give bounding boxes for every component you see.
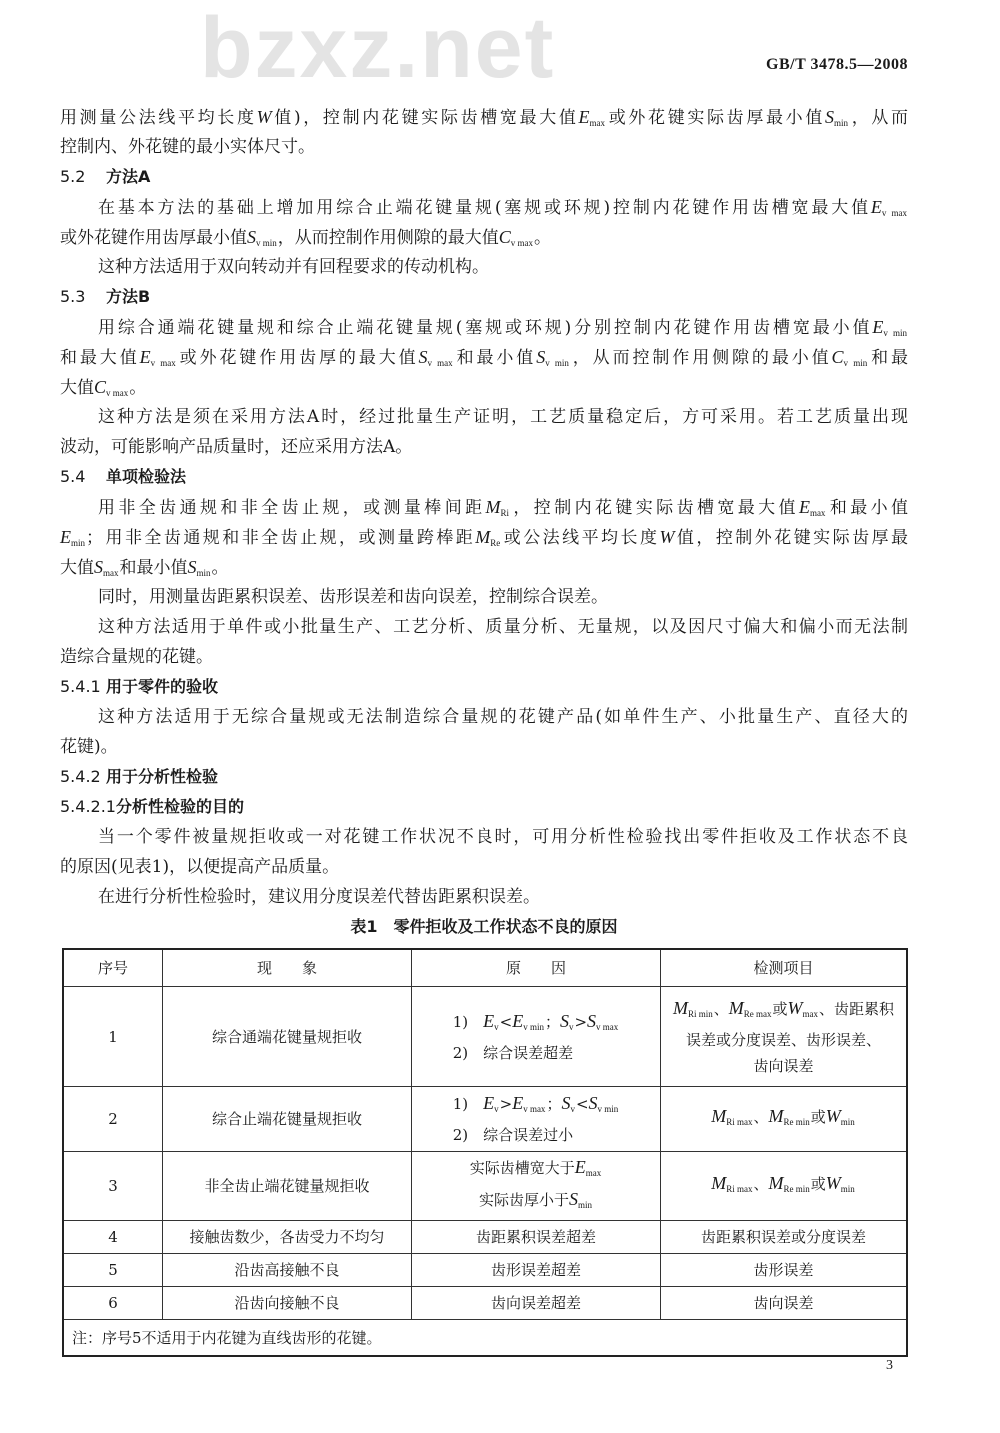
math-subscript: v max	[596, 1021, 619, 1032]
section-number: 5.4.1	[60, 677, 101, 696]
math-subscript: min	[196, 568, 211, 578]
math-subscript: Ri max	[726, 1117, 753, 1127]
math-subscript: max	[585, 1168, 602, 1178]
cell-cause: 齿形误差超差	[412, 1254, 661, 1287]
math-symbol: W	[825, 1173, 841, 1193]
page-number: 3	[886, 1358, 893, 1373]
cell-items: 齿向误差	[661, 1287, 908, 1320]
math-subscript: Re	[490, 538, 501, 548]
table-note: 注：序号5不适用于内花键为直线齿形的花键。	[63, 1320, 907, 1357]
text-line: 控制内、外花键的最小实体尺寸。	[60, 137, 315, 157]
section-heading: 5.4.1 用于零件的验收	[60, 672, 908, 702]
math-symbol: M	[475, 527, 491, 547]
math-symbol: C	[831, 347, 844, 367]
cell-items: 齿距累积误差或分度误差	[661, 1221, 908, 1254]
text-line: 的原因(见表1)，以便提高产品质量。	[60, 857, 340, 877]
math-subscript: v min	[256, 238, 277, 248]
cell-cause: 实际齿槽宽大于$E_{max}$ 实际齿厚小于$S_{min}$	[412, 1152, 661, 1221]
math-subscript: v	[570, 1104, 575, 1114]
math-subscript: v max	[881, 208, 907, 218]
col-header-no: 序号	[63, 949, 163, 987]
section-number: 5.4.2.1	[60, 797, 116, 816]
standard-number: GB/T 3478.5—2008	[766, 56, 908, 73]
text-line: 在进行分析性检验时，建议用分度误差代替齿距累积误差。	[98, 887, 540, 907]
cell-items: $M_{Ri max}$、$M_{Re min}$或$W_{min}$	[661, 1087, 908, 1152]
cell-items: $M_{Ri min}$、$M_{Re max}$或$W_{max}$、齿距累积 误差或分度误差、齿形误差、 齿向误差	[661, 987, 908, 1087]
cell-cause: 齿向误差超差	[412, 1287, 661, 1320]
text-line: 用测量公法线平均长度W值)，控制内花键实际齿槽宽最大值$E_{max}$或外花键实际齿厚最小值$S_{min}$，从而	[60, 107, 909, 128]
math-subscript: v max	[150, 358, 176, 368]
math-symbol: S	[587, 1010, 597, 1031]
math-symbol: S	[569, 1189, 578, 1209]
table-row	[63, 987, 907, 1087]
math-symbol: C	[498, 227, 511, 247]
math-subscript: v max	[523, 1104, 546, 1114]
math-subscript: v	[494, 1104, 499, 1114]
math-symbol: E	[512, 1093, 524, 1113]
table-reasons	[62, 948, 908, 1357]
section-number: 5.3	[60, 287, 86, 306]
cell-phenomenon: 综合止端花键量规拒收	[163, 1087, 412, 1152]
math-symbol: M	[485, 497, 501, 517]
math-symbol: M	[768, 1106, 784, 1126]
math-symbol: E	[483, 1093, 495, 1113]
table-title: 表1 零件拒收及工作状态不良的原因	[350, 917, 618, 936]
cell-phenomenon: 综合通端花键量规拒收	[163, 987, 412, 1087]
math-subscript: min	[834, 118, 849, 128]
col-header-phenomenon: 现 象	[163, 949, 412, 987]
math-subscript: v max	[427, 358, 453, 368]
math-subscript: max	[589, 118, 606, 128]
section-heading: 5.3 方法B	[60, 282, 908, 312]
section-heading: 5.4.2.1分析性检验的目的	[60, 792, 908, 822]
math-symbol: E	[60, 527, 71, 547]
math-subscript: Ri min	[687, 1008, 713, 1019]
math-symbol: E	[483, 1010, 495, 1031]
cell-items: 齿形误差	[661, 1254, 908, 1287]
cell-phenomenon: 接触齿数少，各齿受力不均匀	[163, 1221, 412, 1254]
text-line: 这种方法适用于双向转动并有回程要求的传动机构。	[98, 257, 489, 277]
math-subscript: max	[809, 508, 826, 518]
table-row	[63, 1087, 907, 1152]
math-subscript: v min	[843, 358, 868, 368]
text-line: 大值$S_{max}$和最小值$S_{min}$。	[60, 557, 229, 578]
text-line: 这种方法是须在采用方法A时，经过批量生产证明，工艺质量稳定后，方可采用。若工艺质量出现	[98, 407, 908, 427]
text-line: 花键)。	[60, 737, 118, 757]
document-body	[60, 102, 908, 942]
math-subscript: Ri	[500, 508, 510, 518]
cell-no: 5	[63, 1254, 163, 1287]
math-symbol: S	[559, 1010, 569, 1031]
table-header-row	[63, 949, 907, 987]
math-symbol: S	[94, 557, 103, 577]
cell-no: 2	[63, 1087, 163, 1152]
table-row	[63, 1152, 907, 1221]
math-subscript: v max	[106, 388, 129, 398]
section-heading: 5.4.2 用于分析性检验	[60, 762, 908, 792]
math-symbol: W	[256, 107, 272, 127]
math-symbol: E	[512, 1010, 524, 1031]
math-subscript: max	[103, 568, 119, 578]
text-line: 这种方法适用于无综合量规或无法制造综合量规的花键产品(如单件生产、小批量生产、直径大的	[98, 707, 908, 727]
math-symbol: C	[94, 377, 107, 397]
text-line: 或外花键作用齿厚最小值$S_{v min}$，从而控制作用侧隙的最大值$C_{v max}$。	[60, 227, 552, 248]
text-line: $E_{min}$；用非全齿通规和非全齿止规，或测量跨棒距$M_{Re}$或公法线平均长度W值，控制外花键实际齿厚最	[60, 527, 909, 548]
math-symbol: M	[672, 997, 688, 1018]
math-symbol: W	[825, 1106, 841, 1126]
math-subscript: min	[840, 1117, 855, 1127]
section-heading: 5.2 方法A	[60, 162, 908, 192]
cell-items: $M_{Ri max}$、$M_{Re min}$或$W_{min}$	[661, 1152, 908, 1221]
math-subscript: v min	[523, 1021, 544, 1032]
math-symbol: E	[870, 197, 882, 217]
table-row	[63, 1287, 907, 1320]
math-symbol: M	[711, 1173, 727, 1193]
section-heading: 5.4 单项检验法	[60, 462, 908, 492]
math-subscript: max	[802, 1008, 819, 1019]
math-subscript: v min	[545, 358, 569, 368]
section-number: 5.4.2	[60, 767, 101, 786]
text-line: 同时，用测量齿距累积误差、齿形误差和齿向误差，控制综合误差。	[98, 587, 608, 607]
cell-phenomenon: 沿齿高接触不良	[163, 1254, 412, 1287]
math-subscript: v min	[883, 328, 907, 338]
math-symbol: E	[798, 497, 810, 517]
text-line: 当一个零件被量规拒收或一对花键工作状况不良时，可用分析性检验找出零件拒收及工作状态不良	[98, 827, 908, 847]
math-symbol: E	[578, 107, 590, 127]
math-subscript: Re min	[783, 1117, 810, 1127]
cell-phenomenon: 沿齿向接触不良	[163, 1287, 412, 1320]
math-symbol: E	[872, 317, 884, 337]
math-symbol: M	[711, 1106, 727, 1126]
section-number: 5.2	[60, 167, 86, 186]
math-symbol: S	[187, 557, 197, 577]
col-header-cause: 原 因	[412, 949, 661, 987]
cell-cause: 1) $E_v>E_{v max}$；$S_v<S_{v min}$ 2) 综合误差过小	[412, 1087, 661, 1152]
math-subscript: min	[71, 538, 86, 548]
math-subscript: v	[568, 1021, 574, 1032]
cell-no: 3	[63, 1152, 163, 1221]
math-subscript: v min	[597, 1104, 619, 1114]
text-line: 大值$C_{v max}$。	[60, 377, 147, 398]
text-line: 用综合通端花键量规和综合止端花键量规(塞规或环规)分别控制内花键作用齿槽宽最小值$E_{v min}$	[98, 317, 907, 338]
table-row	[63, 1254, 907, 1287]
watermark: bzxz.net	[200, 0, 556, 96]
math-subscript: Ri max	[726, 1184, 753, 1194]
math-symbol: E	[139, 347, 151, 367]
math-subscript: Re min	[783, 1184, 810, 1194]
col-header-items: 检测项目	[661, 949, 908, 987]
cell-cause: 齿距累积误差超差	[412, 1221, 661, 1254]
cell-no: 1	[63, 987, 163, 1087]
math-symbol: S	[536, 347, 546, 367]
table-note-row	[63, 1320, 907, 1357]
math-symbol: M	[768, 1173, 784, 1193]
text-line: 和最大值$E_{v max}$或外花键作用齿厚的最大值$S_{v max}$和最小值$S_{v min}$，从而控制作用侧隙的最小值$C_{v min}$和最	[60, 347, 909, 368]
text-line: 在基本方法的基础上增加用综合止端花键量规(塞规或环规)控制内花键作用齿槽宽最大值$E_{v max}$	[98, 197, 907, 218]
math-symbol: S	[247, 227, 256, 247]
cell-cause: 1) $E_v<E_{v min}$；$S_v>S_{v max}$ 2) 综合误差超差	[412, 987, 661, 1087]
math-subscript: v	[494, 1021, 499, 1032]
section-number: 5.4	[60, 467, 86, 486]
table-row	[63, 1221, 907, 1254]
math-symbol: W	[787, 997, 803, 1018]
math-subscript: v max	[510, 238, 534, 248]
text-line: 用非全齿通规和非全齿止规，或测量棒间距$M_{Ri}$，控制内花键实际齿槽宽最大值$E_{max}$和最小值	[98, 497, 909, 518]
cell-phenomenon: 非全齿止端花键量规拒收	[163, 1152, 412, 1221]
math-symbol: W	[659, 527, 675, 547]
math-subscript: min	[840, 1184, 855, 1194]
math-symbol: S	[588, 1093, 598, 1113]
text-line: 这种方法适用于单件或小批量生产、工艺分析、质量分析、无量规，以及因尺寸偏大和偏小而无法制	[98, 617, 908, 637]
math-symbol: S	[561, 1093, 571, 1113]
text-line: 波动，可能影响产品质量时，还应采用方法A。	[60, 437, 413, 457]
cell-no: 6	[63, 1287, 163, 1320]
math-symbol: E	[574, 1157, 586, 1177]
cell-no: 4	[63, 1221, 163, 1254]
math-subscript: Re max	[743, 1008, 772, 1019]
math-subscript: min	[578, 1200, 593, 1210]
math-symbol: S	[418, 347, 428, 367]
text-line: 造综合量规的花键。	[60, 647, 213, 667]
math-symbol: S	[825, 107, 835, 127]
math-symbol: M	[728, 997, 744, 1018]
